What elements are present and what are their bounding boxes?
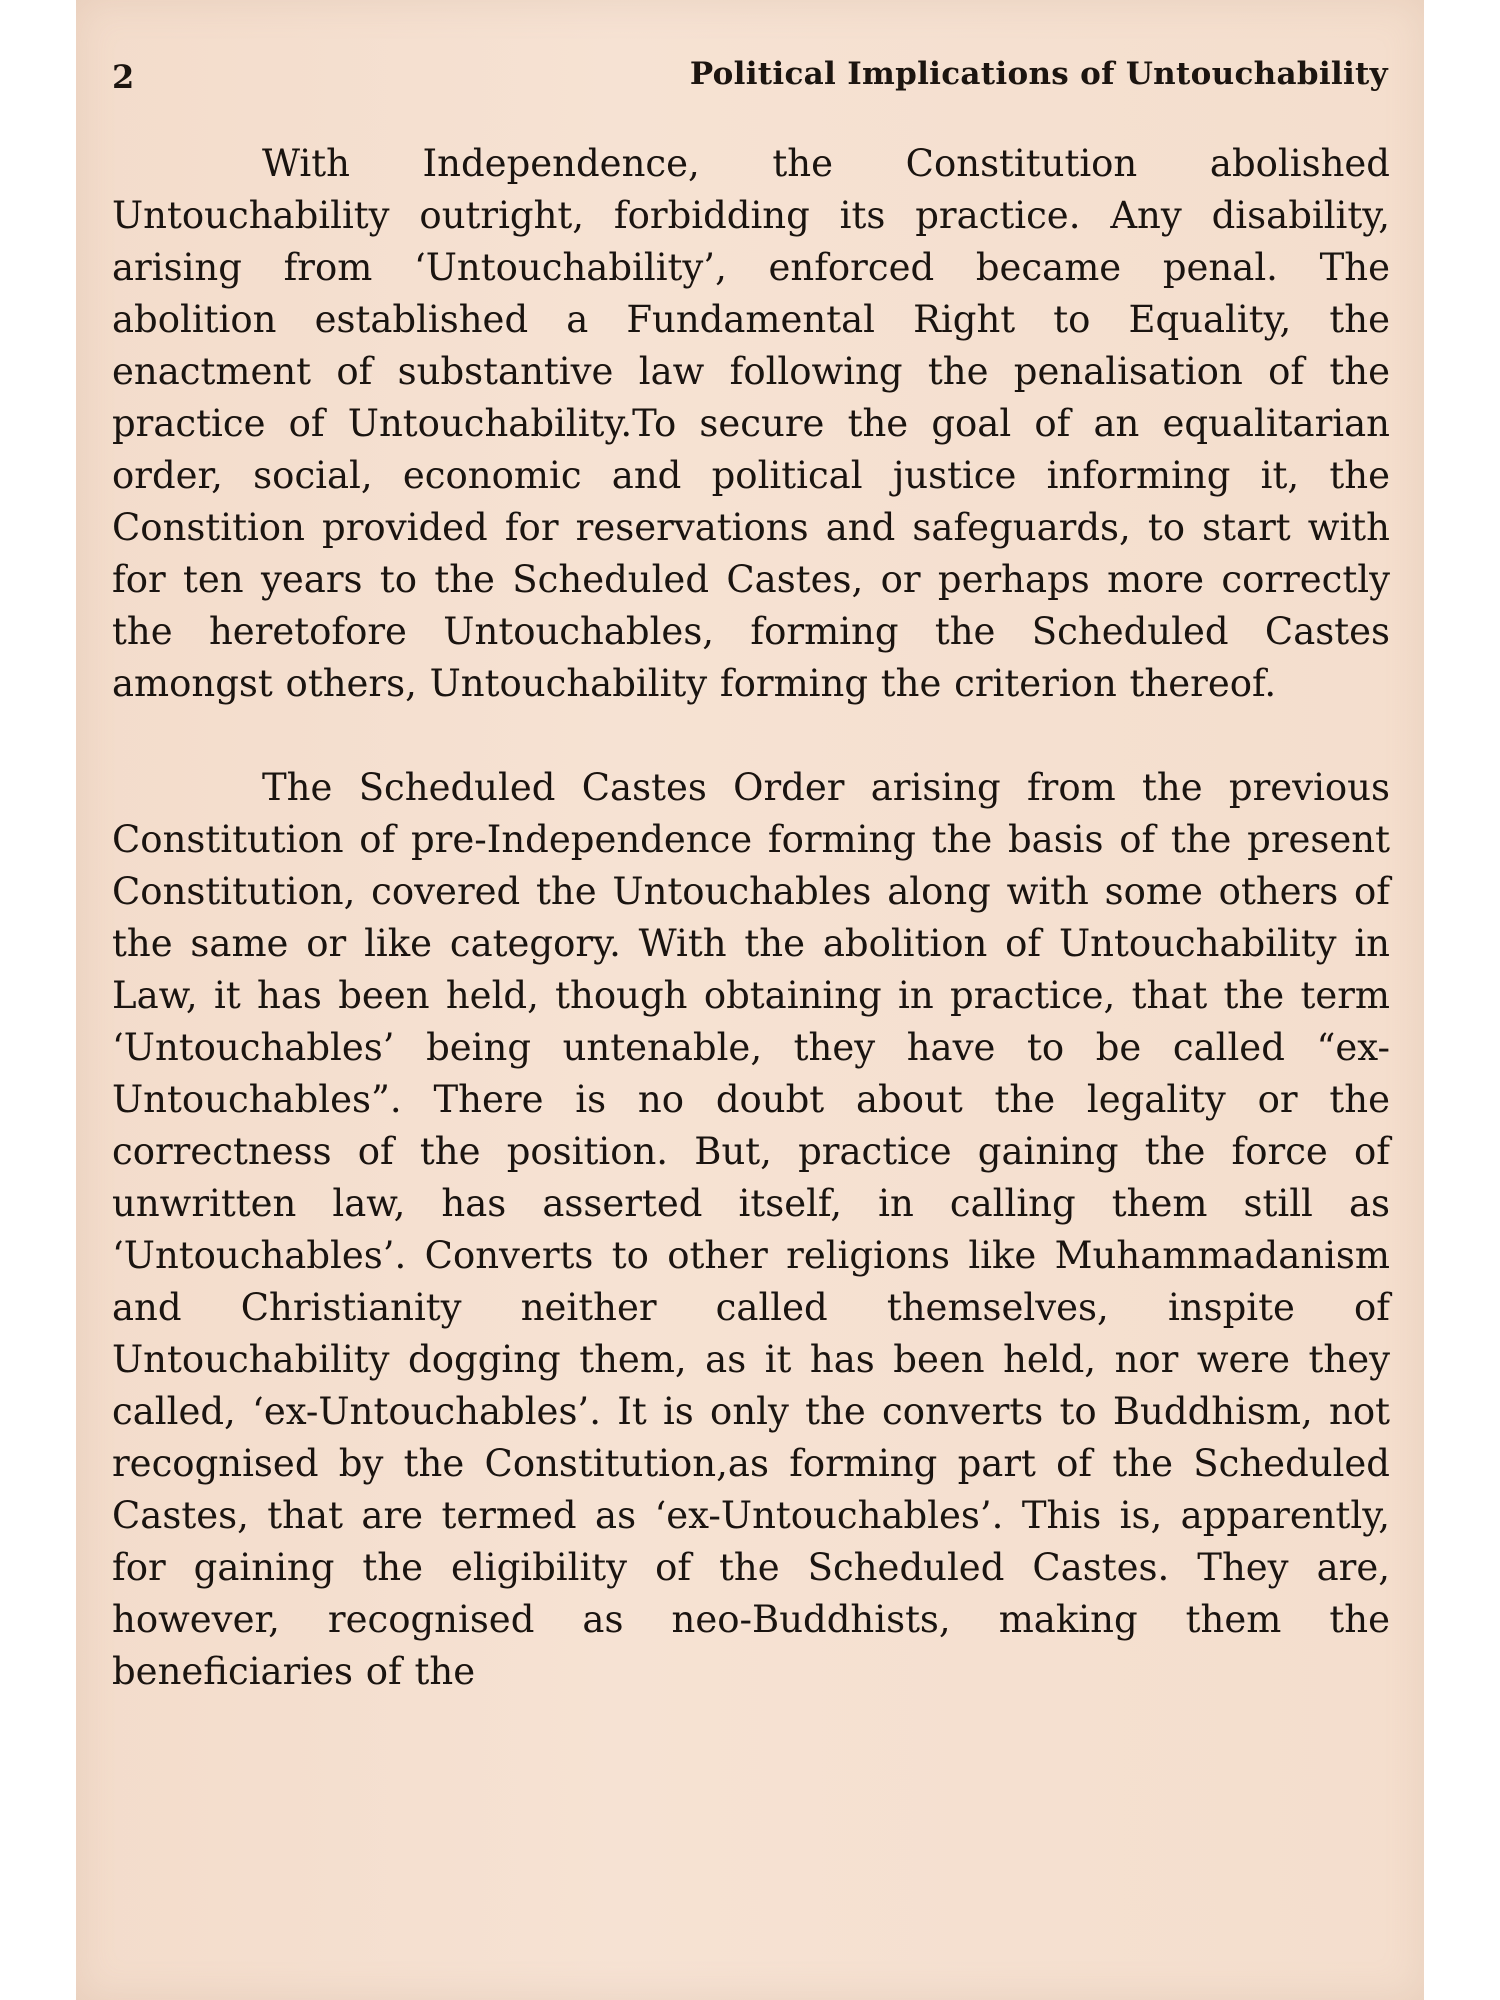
paragraph-scheduled-castes-order: The Scheduled Castes Order arising from the previous Constitution of pre-Independence forming the basis of the present Constitution, covered the Untouchables along with some others of the same or like category. With the abolition of Untouchability in Law, it has been held, though obtaining in practice, that the term ‘Untouchables’ being untenable, they have to be called “ex-Untouchables”. There is no doubt about the legality or the correctness of the position. But, practice gaining the force of unwritten law, has asserted itself, in calling them still as ‘Untouchables’. Converts to other religions like Muhammadanism and Christianity neither called themselves, inspite of Untouchability dogging them, as it has been held, nor were they called, ‘ex-Untouchables’. It is only the converts to Buddhism, not recognised by the Constitution,as forming part of the Scheduled Castes, that are termed as ‘ex-Untouchables’. This is, apparently, for gaining the eligibility of the Scheduled Castes. They are, however, recognised as neo-Buddhists, making them the beneficiaries of the <box>112 766 1390 1693</box>
paragraph-independence: With Independence, the Constitution abolished Untouchability outright, forbidding its practice. Any disability, arising from ‘Untouchability’, enforced became penal. The abolition established a Fundamental Right to Equality, the enactment of substantive law following the penalisation of the practice of Untouchability.To secure the goal of an equalitarian order, social, economic and political justice informing it, the Constition provided for reservations and safeguards, to start with for ten years to the Scheduled Castes, or perhaps more correctly the heretofore Untouchables, forming the Scheduled Castes amongst others, Untouchability forming the criterion thereof. <box>112 142 1390 705</box>
running-title: Political Implications of Untouchability <box>689 56 1388 92</box>
page-header <box>112 52 1388 102</box>
page-number: 2 <box>112 58 135 96</box>
body-text <box>112 138 1390 1698</box>
book-page <box>76 0 1424 2000</box>
